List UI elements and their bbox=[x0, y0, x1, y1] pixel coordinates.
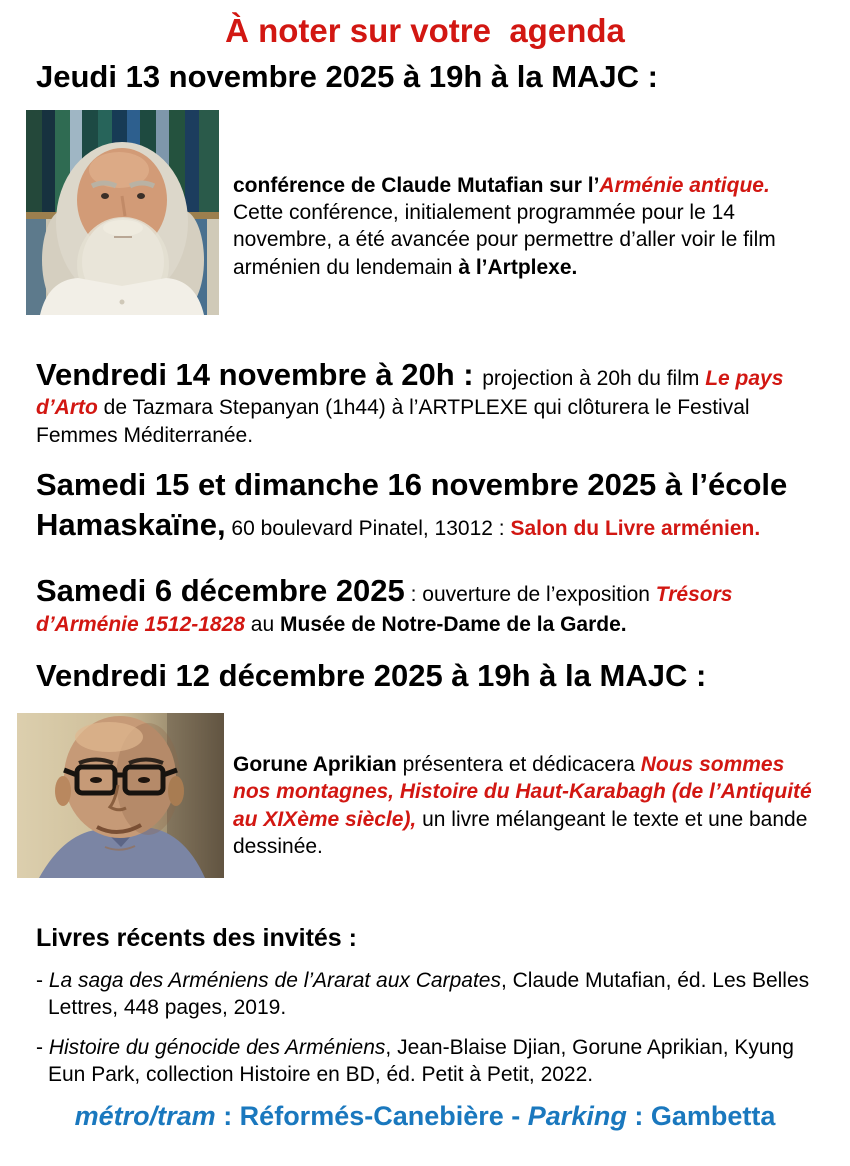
event5-paragraph bbox=[233, 751, 814, 860]
text-segment: , Claude Mutafian, éd. Les Belles Lettres, 448 pages, 2019. bbox=[48, 968, 810, 1019]
text-segment: Salon du Livre arménien. bbox=[510, 516, 761, 540]
text-segment: Le pays d’Arto bbox=[36, 366, 784, 420]
text-segment: de Tazmara Stepanyan (1h44) à l’ARTPLEXE qui clôturera le Festival Femmes Méditerranée. bbox=[36, 396, 750, 447]
text-segment: La saga des Arméniens de l’Ararat aux Carpates bbox=[48, 968, 501, 992]
text-segment: Vendredi 14 novembre à 20h : bbox=[36, 356, 483, 392]
text-segment: présentera et dédicacera bbox=[396, 752, 641, 776]
event2-paragraph bbox=[36, 355, 814, 449]
text-segment: métro/tram bbox=[74, 1101, 216, 1132]
book-item-1 bbox=[36, 968, 814, 1022]
text-segment: projection à 20h du film bbox=[482, 366, 706, 390]
text-segment: Trésors d’Arménie 1512-1828 bbox=[36, 583, 733, 636]
text-segment: : Gambetta bbox=[626, 1101, 776, 1132]
event5-heading: Vendredi 12 décembre 2025 à 19h à la MAJC : bbox=[36, 658, 707, 694]
event3-paragraph bbox=[36, 465, 814, 544]
claude-mutafian-photo bbox=[26, 110, 219, 315]
text-segment: - bbox=[36, 968, 49, 992]
event4-paragraph bbox=[36, 571, 814, 638]
text-segment: au bbox=[244, 612, 280, 636]
text-segment: Cette conférence, initialement programmée pour le 14 novembre, a été avancée pour permettre d’aller voir le film arménien du lendemain bbox=[233, 200, 776, 279]
text-segment: Musée de Notre-Dame de la Garde. bbox=[280, 612, 627, 636]
text-segment: - bbox=[36, 1035, 49, 1059]
gorune-aprikian-photo bbox=[17, 713, 224, 878]
text-segment: : Réformés-Canebière - bbox=[215, 1101, 528, 1132]
text-segment: Parking bbox=[527, 1101, 627, 1132]
event1-row bbox=[36, 110, 814, 315]
text-segment: 60 boulevard Pinatel, 13012 : bbox=[225, 516, 511, 540]
event1-paragraph bbox=[233, 172, 814, 281]
book-item-2 bbox=[36, 1035, 814, 1089]
text-segment: à l’Artplexe. bbox=[458, 255, 578, 279]
event5-text-column bbox=[233, 713, 814, 860]
text-segment: Histoire du génocide des Arméniens bbox=[48, 1035, 386, 1059]
text-segment: Samedi 15 et dimanche 16 novembre 2025 à l’école Hamaskaïne, bbox=[36, 466, 788, 542]
event5-row bbox=[36, 713, 814, 878]
agenda-page bbox=[0, 12, 850, 1166]
event1-heading: Jeudi 13 novembre 2025 à 19h à la MAJC : bbox=[36, 59, 658, 94]
text-segment: conférence de Claude Mutafian sur l’ bbox=[233, 173, 600, 197]
text-segment: Gorune Aprikian bbox=[233, 752, 397, 776]
books-heading: Livres récents des invités : bbox=[36, 923, 357, 952]
text-segment: Nous sommes nos montagnes, Histoire du Haut-Karabagh (de l’Antiquité au XIXème siècle), bbox=[233, 752, 812, 831]
transport-footer bbox=[36, 1101, 814, 1132]
text-segment: Samedi 6 décembre 2025 bbox=[36, 573, 405, 609]
event1-text-column bbox=[233, 110, 814, 281]
text-segment: Arménie antique. bbox=[599, 173, 770, 197]
page-title: À noter sur votre agenda bbox=[225, 12, 625, 49]
text-segment: un livre mélangeant le texte et une bande dessinée. bbox=[233, 807, 808, 858]
text-segment: : ouverture de l’exposition bbox=[404, 583, 656, 607]
text-segment: , Jean-Blaise Djian, Gorune Aprikian, Kyung Eun Park, collection Histoire en BD, éd. Petit à Petit, 2022. bbox=[48, 1035, 794, 1086]
